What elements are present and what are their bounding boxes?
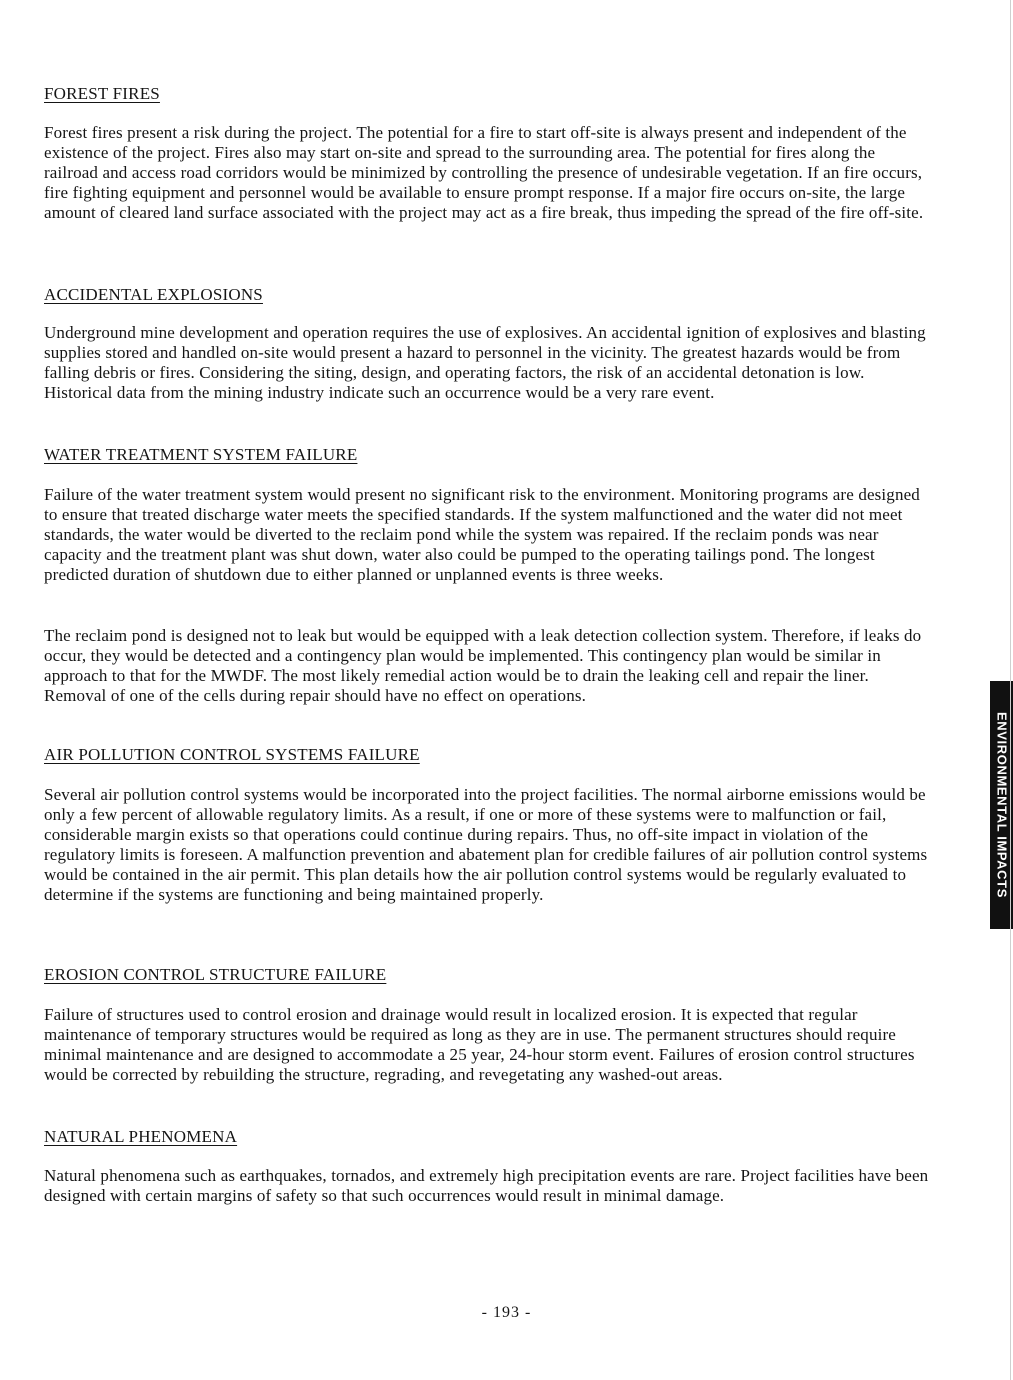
paragraph-erosion-control-failure: Failure of structures used to control erosion and drainage would result in localized erosion. It is expected that regular maintenance of temporary structures would be required as long as they are in use. The permanent structures should require minimal maintenance and are designed to accommodate a 25 year, 24-hour storm event. Failures of erosion control structures would be corrected by rebuilding the structure, regrading, and revegetating any washed-out areas.	[44, 1005, 915, 1084]
paragraph-accidental-explosions: Underground mine development and operation requires the use of explosives. An accidental ignition of explosives and blasting supplies stored and handled on-site would present a hazard to personnel in the vicinity. The greatest hazards would be from falling debris or fires. Considering the siting, design, and operating factors, the risk of an accidental detonation is low. Historical data from the mining industry indicate such an occurrence would be a very rare event.	[44, 323, 926, 402]
paragraph-air-pollution-control-failure: Several air pollution control systems would be incorporated into the project facilities. The normal airborne emissions would be only a few percent of allowable regulatory limits. As a result, if one or more of these systems were to malfunction or fail, considerable margin exists so that operations could continue during repairs. Thus, no off-site impact in violation of the regulatory limits is foreseen. A malfunction prevention and abatement plan for credible failures of air pollution control systems would be contained in the air permit. This plan details how the air pollution control systems would be regularly evaluated to determine if the systems are functioning and being maintained properly.	[44, 785, 928, 904]
page-edge-divider	[1010, 0, 1011, 1380]
heading-forest-fires: FOREST FIRES	[44, 84, 160, 103]
paragraph-forest-fires: Forest fires present a risk during the project. The potential for a fire to start off-site is always present and independent of the existence of the project. Fires also may start on-site and spread to the surrounding area. The potential for fires along the railroad and access road corridors would be minimized by controlling the presence of undesirable vegetation. If an fire occurs, fire fighting equipment and personnel would be available to ensure prompt response. If a major fire occurs on-site, the large amount of cleared land surface associated with the project may act as a fire break, thus impeding the spread of the fire off-site.	[44, 123, 924, 222]
paragraph-natural-phenomena: Natural phenomena such as earthquakes, tornados, and extremely high precipitation events are rare. Project facilities have been designed with certain margins of safety so that such occurrences would result in minimal damage.	[44, 1166, 929, 1205]
heading-natural-phenomena: NATURAL PHENOMENA	[44, 1127, 238, 1146]
paragraph-water-treatment-failure-1: Failure of the water treatment system would present no significant risk to the environment. Monitoring programs are designed to ensure that treated discharge water meets the specified standards. If the system malfunctioned and the water did not meet standards, the water would be diverted to the reclaim pond while the system was repaired. If the reclaim ponds was near capacity and the treatment plant was shut down, water also could be pumped to the operating tailings pond. The longest predicted duration of shutdown due to either planned or unplanned events is three weeks.	[44, 485, 920, 584]
paragraph-water-treatment-failure-2: The reclaim pond is designed not to leak but would be equipped with a leak detection collection system. Therefore, if leaks do occur, they would be detected and a contingency plan would be implemented. This contingency plan would be similar in approach to that for the MWDF. The most likely remedial action would be to drain the leaking cell and repair the liner. Removal of one of the cells during repair should have no effect on operations.	[44, 626, 922, 705]
heading-water-treatment-failure: WATER TREATMENT SYSTEM FAILURE	[44, 445, 358, 464]
heading-accidental-explosions: ACCIDENTAL EXPLOSIONS	[44, 285, 263, 304]
heading-air-pollution-control-failure: AIR POLLUTION CONTROL SYSTEMS FAILURE	[44, 745, 420, 764]
side-tab-label: ENVIRONMENTAL IMPACTS	[994, 712, 1009, 898]
page-number: - 193 -	[481, 1304, 532, 1321]
heading-erosion-control-failure: EROSION CONTROL STRUCTURE FAILURE	[44, 965, 387, 984]
